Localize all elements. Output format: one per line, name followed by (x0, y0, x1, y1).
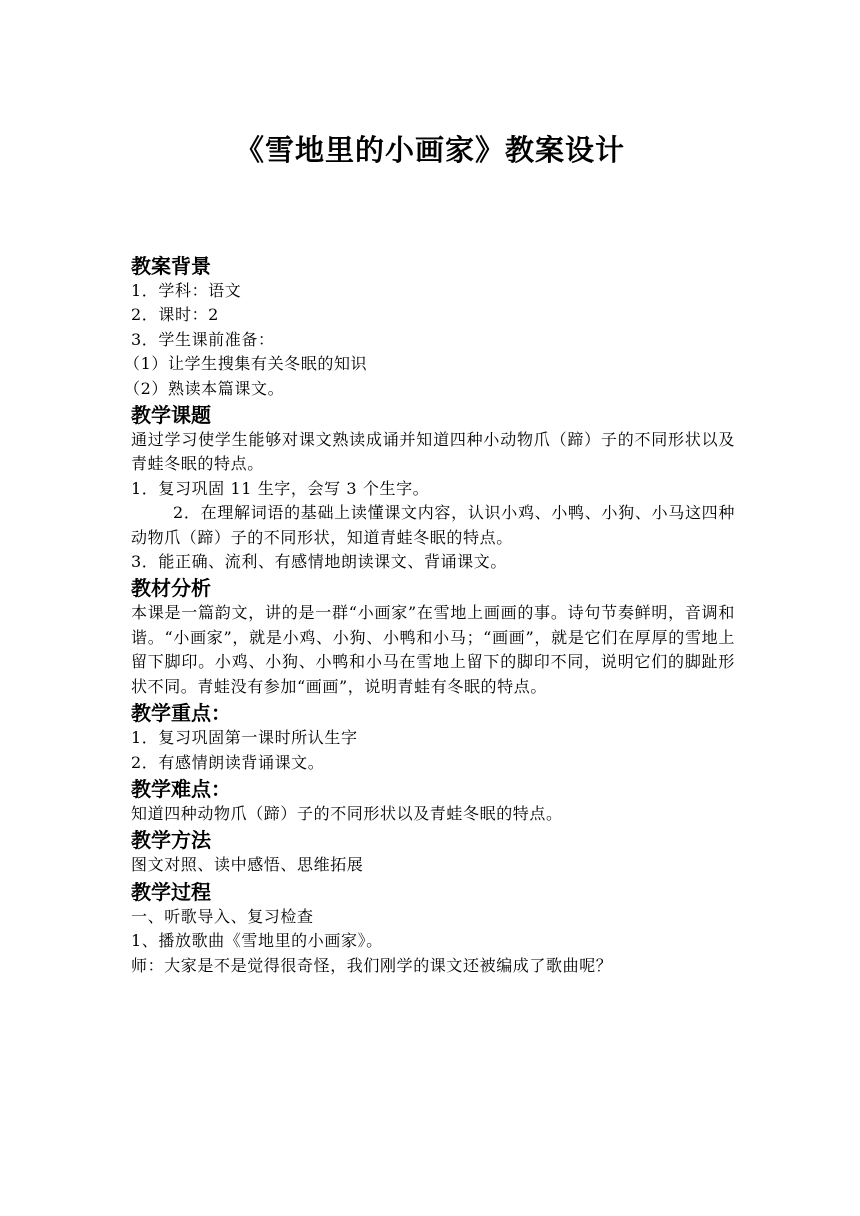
analysis-text: 本课是一篇韵文，讲的是一群“小画家”在雪地上画画的事。诗句节奏鲜明，音调和谐。“小画家”，就是小鸡、小狗、小鸭和小马；“画画”，就是它们在厚厚的雪地上留下脚印。小鸡、小狗、小鸭和小马在雪地上留下的脚印不同，说明它们的脚趾形状不同。青蛙没有参加“画画”，说明青蛙有冬眠的特点。 (131, 603, 735, 696)
key-point-item-1: 1．复习巩固第一课时所认生字 (131, 728, 358, 748)
background-subitem-1: （1）让学生搜集有关冬眠的知识 (124, 354, 368, 374)
section-process (131, 878, 735, 978)
background-item-preparation: 3．学生课前准备： (131, 329, 275, 349)
key-point-item-2: 2．有感情朗读背诵课文。 (131, 752, 325, 772)
process-item-1: 一、听歌导入、复习检查 (131, 906, 314, 926)
topic-intro: 通过学习使学生能够对课文熟读成诵并知道四种小动物爪（蹄）子的不同形状以及青蛙冬眠的特点。 (131, 430, 735, 474)
section-key-points (131, 699, 735, 775)
section-heading-difficulties: 教学难点： (131, 776, 231, 801)
section-heading-process: 教学过程 (131, 879, 211, 904)
section-topic (131, 401, 735, 574)
section-heading-key-points: 教学重点： (131, 701, 231, 726)
process-item-3: 师：大家是不是觉得很奇怪，我们刚学的课文还被编成了歌曲呢？ (131, 955, 613, 975)
section-methods (131, 826, 735, 877)
document-title: 《雪地里的小画家》教案设计 (234, 133, 625, 167)
section-heading-analysis: 教材分析 (131, 576, 211, 601)
difficulties-text: 知道四种动物爪（蹄）子的不同形状以及青蛙冬眠的特点。 (131, 803, 563, 823)
section-analysis (131, 574, 735, 699)
section-heading-background: 教案背景 (131, 254, 211, 278)
topic-item-1: 1．复习巩固 11 生字，会写 3 个生字。 (131, 478, 430, 498)
section-heading-methods: 教学方法 (131, 828, 211, 853)
process-item-2: 1、播放歌曲《雪地里的小画家》。 (131, 931, 383, 951)
section-heading-topic: 教学课题 (131, 403, 211, 428)
background-item-subject: 1．学科：语文 (131, 281, 242, 300)
topic-item-3: 3．能正确、流利、有感情地朗读课文、背诵课文。 (131, 552, 507, 572)
document-body (124, 252, 735, 978)
topic-item-2: 2．在理解词语的基础上读懂课文内容，认识小鸡、小鸭、小狗、小马这四种动物爪（蹄）子的不同形状，知道青蛙冬眠的特点。 (131, 503, 735, 547)
section-difficulties (131, 775, 735, 826)
background-subitem-2: （2）熟读本篇课文。 (124, 378, 285, 398)
methods-text: 图文对照、读中感悟、思维拓展 (131, 855, 364, 875)
section-background (124, 252, 735, 401)
background-item-periods: 2．课时：2 (131, 305, 219, 325)
